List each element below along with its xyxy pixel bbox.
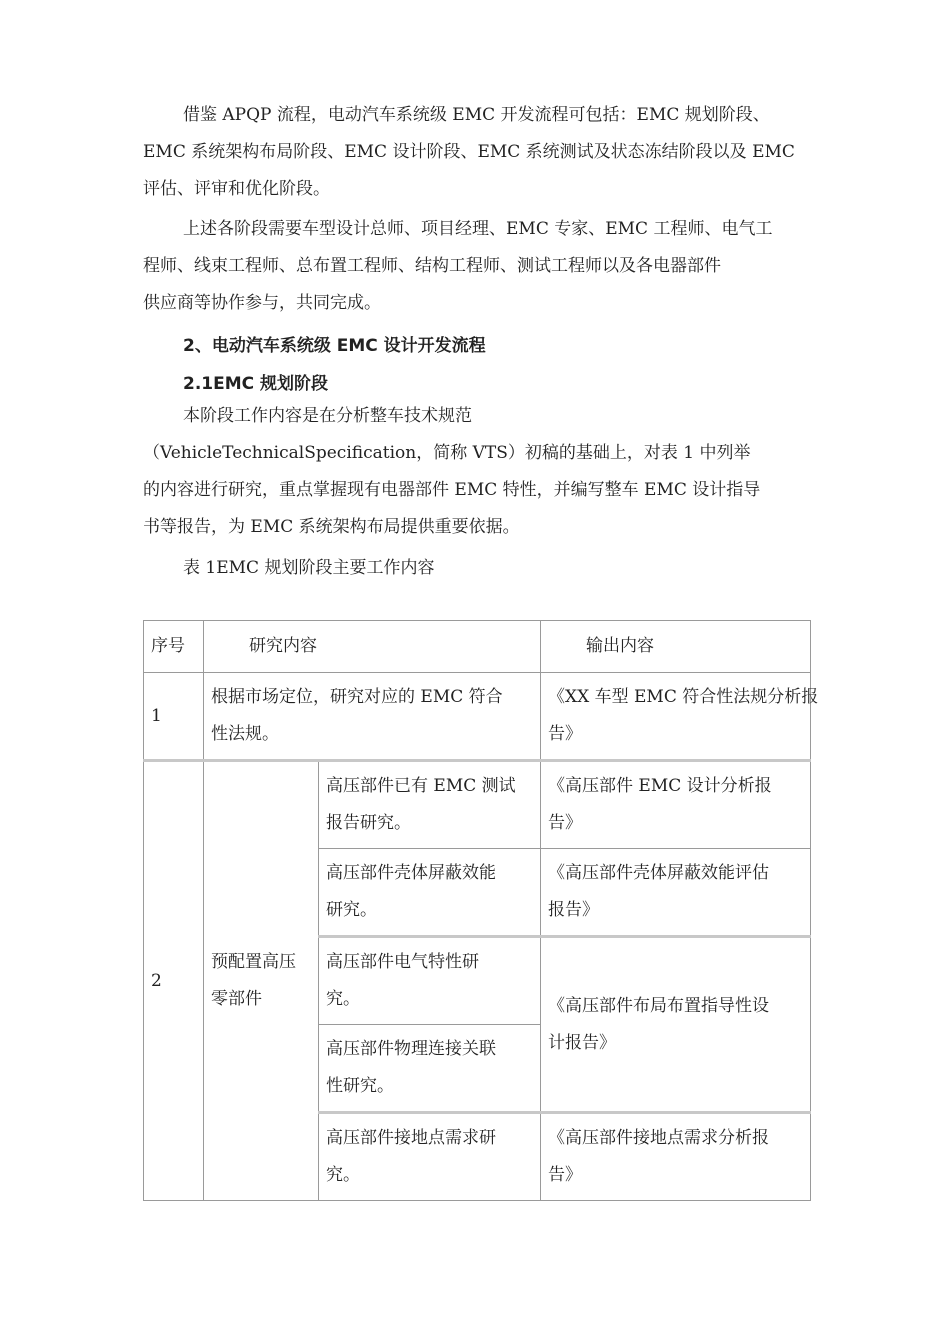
cell-output <box>541 1113 811 1201</box>
header-no: 序号 <box>144 621 204 673</box>
planning-table <box>143 620 819 1201</box>
paragraph-planning <box>143 398 808 546</box>
cell-line: 零部件 <box>211 989 262 1009</box>
cell-output <box>541 761 811 849</box>
cell-line: 预配置高压 <box>211 952 296 972</box>
cell-research <box>319 1025 541 1113</box>
table-caption: 表 1EMC 规划阶段主要工作内容 <box>183 558 435 578</box>
cell-line: 报告》 <box>548 900 599 920</box>
header-output: 输出内容 <box>541 621 811 673</box>
cell-research <box>319 761 541 849</box>
paragraph-roles <box>143 211 808 322</box>
cell-line: 高压部件接地点需求研 <box>326 1128 496 1148</box>
cell-output <box>541 937 811 1113</box>
text-line: 书等报告，为 EMC 系统架构布局提供重要依据。 <box>143 517 520 537</box>
cell-line: 根据市场定位，研究对应的 EMC 符合 <box>211 687 503 707</box>
cell-line: 高压部件已有 EMC 测试 <box>326 776 516 796</box>
text-line: 本阶段工作内容是在分析整车技术规范 <box>183 406 472 426</box>
cell-line: 《高压部件布局布置指导性设 <box>548 995 769 1016</box>
header-research: 研究内容 <box>204 621 541 673</box>
cell-research <box>204 673 541 761</box>
cell-research <box>319 937 541 1025</box>
table-row <box>144 761 811 849</box>
cell-line: 高压部件壳体屏蔽效能 <box>326 863 496 883</box>
text-line: EMC 系统架构布局阶段、EMC 设计阶段、EMC 系统测试及状态冻结阶段以及 EMC <box>143 142 795 162</box>
cell-line: 《高压部件 EMC 设计分析报 <box>548 776 772 796</box>
cell-line: 《高压部件壳体屏蔽效能评估 <box>548 863 769 883</box>
text-line: 供应商等协作参与，共同完成。 <box>143 293 381 313</box>
table-header-row <box>144 621 811 673</box>
cell-line: 告》 <box>548 724 582 744</box>
table-row <box>144 673 811 761</box>
cell-line: 究。 <box>326 1165 360 1185</box>
cell-no: 1 <box>144 673 204 761</box>
cell-line: 性法规。 <box>211 724 279 744</box>
cell-line: 性研究。 <box>326 1076 394 1096</box>
cell-line: 告》 <box>548 813 582 833</box>
cell-output <box>541 673 819 761</box>
cell-line: 究。 <box>326 989 360 1009</box>
cell-line: 研究。 <box>326 900 377 920</box>
cell-category <box>204 761 319 1201</box>
text-line: （VehicleTechnicalSpecification，简称 VTS）初稿的基础上，对表 1 中列举 <box>143 443 751 463</box>
text-line: 程师、线束工程师、总布置工程师、结构工程师、测试工程师以及各电器部件 <box>143 256 721 276</box>
text-line: 的内容进行研究，重点掌握现有电器部件 EMC 特性，并编写整车 EMC 设计指导 <box>143 480 761 500</box>
text-line: 借鉴 APQP 流程，电动汽车系统级 EMC 开发流程可包括：EMC 规划阶段、 <box>183 105 770 125</box>
cell-line: 计报告》 <box>548 1032 616 1053</box>
cell-line: 《高压部件接地点需求分析报 <box>548 1128 769 1148</box>
cell-line: 报告研究。 <box>326 813 411 833</box>
cell-line: 高压部件电气特性研 <box>326 952 479 972</box>
text-line: 上述各阶段需要车型设计总师、项目经理、EMC 专家、EMC 工程师、电气工 <box>183 219 773 239</box>
paragraph-apqp <box>143 97 808 208</box>
section-heading: 2、电动汽车系统级 EMC 设计开发流程 <box>183 336 486 356</box>
cell-research <box>319 1113 541 1201</box>
cell-research <box>319 849 541 937</box>
cell-no: 2 <box>144 761 204 1201</box>
cell-line: 告》 <box>548 1165 582 1185</box>
cell-output <box>541 849 811 937</box>
cell-line: 高压部件物理连接关联 <box>326 1039 496 1059</box>
cell-line: 《XX 车型 EMC 符合性法规分析报 <box>548 687 819 707</box>
subsection-heading: 2.1EMC 规划阶段 <box>183 374 329 394</box>
text-line: 评估、评审和优化阶段。 <box>143 179 330 199</box>
